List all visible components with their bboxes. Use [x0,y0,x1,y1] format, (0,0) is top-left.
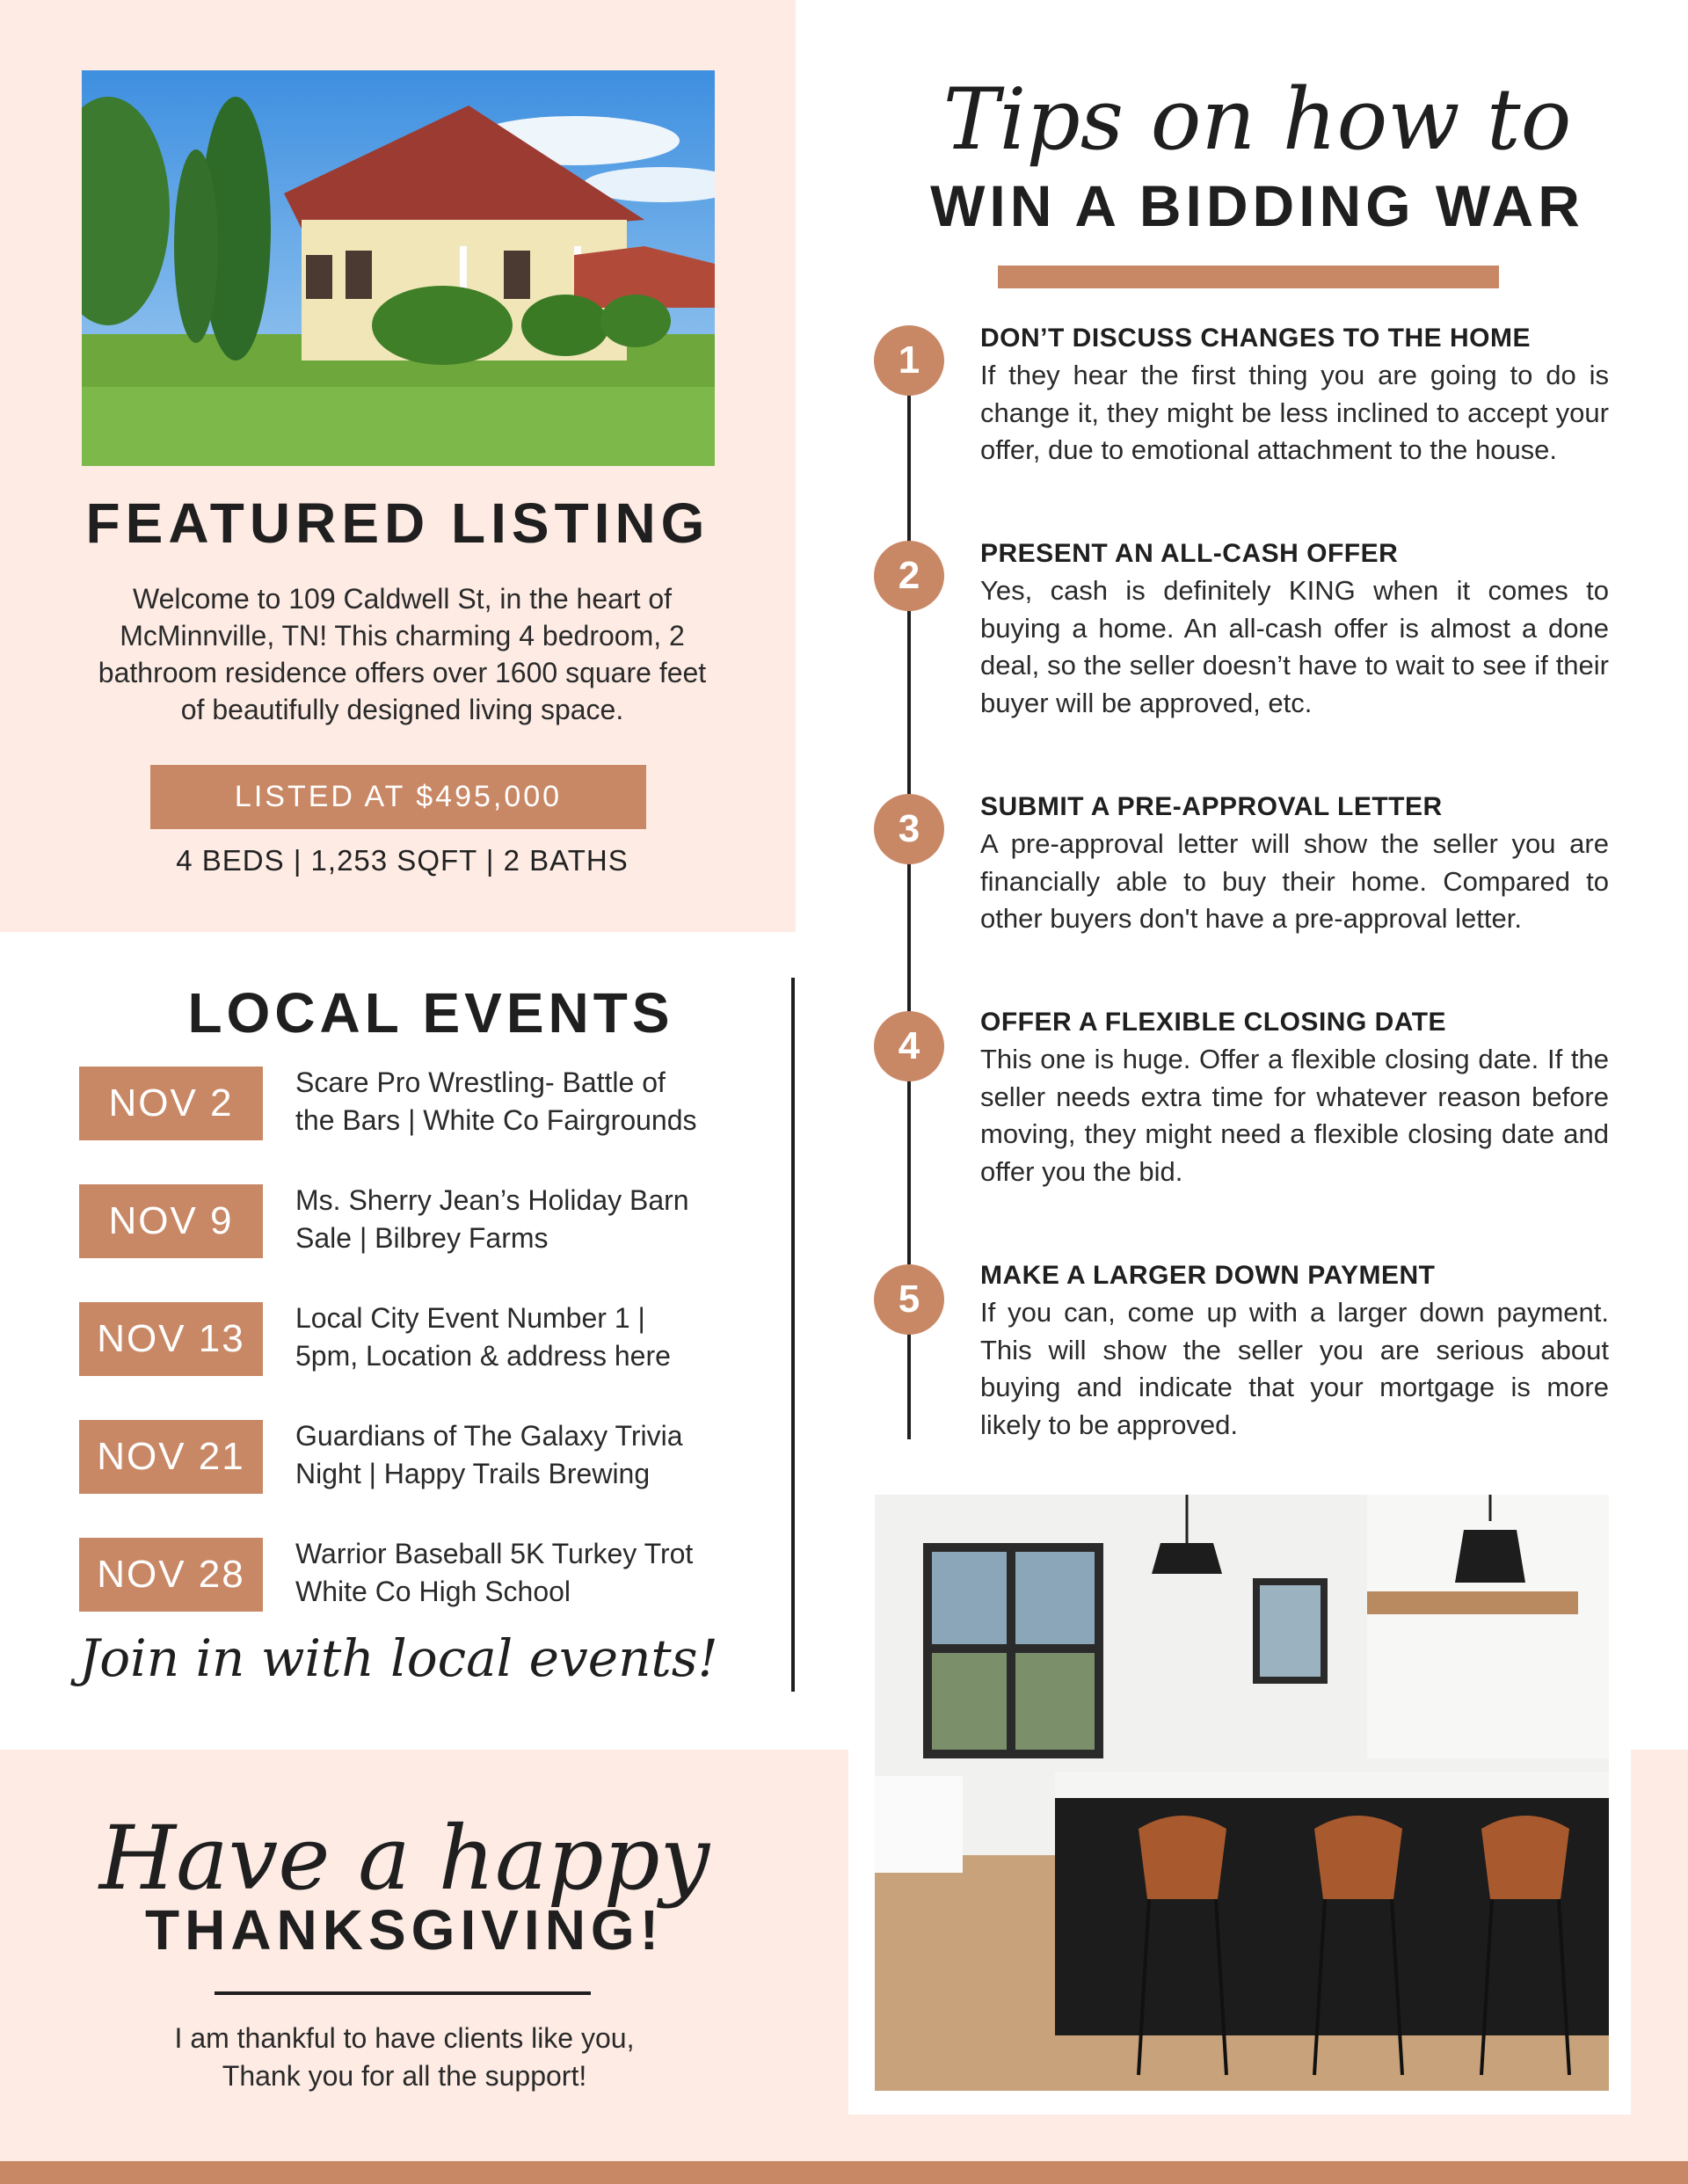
tip-item [980,1004,1609,1190]
tip-number-badge: 5 [874,1264,944,1335]
event-line: Scare Pro Wrestling- Battle of [295,1067,666,1098]
thanksgiving-divider [215,1991,591,1995]
price-label: LISTED AT $495,000 [234,780,563,813]
tip-heading: MAKE A LARGER DOWN PAYMENT [980,1261,1436,1290]
tips-script-heading: Tips on how to [942,70,1572,169]
tip-heading: DON’T DISCUSS CHANGES TO THE HOME [980,324,1531,353]
tips-title-underline [998,266,1499,288]
thanksgiving-script: Have a happy [98,1807,710,1910]
tip-body: A pre-approval letter will show the seller you are financially able to buy their home. Compared to other buyers don't have a pre-approval letter. [980,828,1609,934]
event-line: Warrior Baseball 5K Turkey Trot [295,1538,694,1569]
tip-heading: PRESENT AN ALL-CASH OFFER [980,539,1399,568]
event-date-badge: NOV 21 [79,1420,263,1494]
tips-title: WIN A BIDDING WAR [930,173,1584,238]
featured-listing-title: FEATURED LISTING [85,491,710,555]
event-description [295,1299,770,1375]
event-line: Local City Event Number 1 | [295,1302,645,1334]
events-footer-script: Join in with local events! [79,1628,718,1688]
thanksgiving-title: THANKSGIVING! [145,1898,664,1962]
local-events-title: LOCAL EVENTS [187,981,674,1045]
tip-number-badge: 1 [874,325,944,396]
tip-heading: SUBMIT A PRE-APPROVAL LETTER [980,792,1443,821]
event-line: Ms. Sherry Jean’s Holiday Barn [295,1184,689,1216]
listing-stats: 4 BEDS | 1,253 SQFT | 2 BATHS [176,844,629,877]
thanksgiving-message-line: Thank you for all the support! [222,2060,587,2092]
bottom-accent-bar [0,2161,1688,2184]
event-date-badge: NOV 28 [79,1538,263,1612]
tip-number-badge: 2 [874,541,944,611]
event-line: the Bars | White Co Fairgrounds [295,1104,697,1136]
thanksgiving-message [70,2020,738,2095]
event-line: White Co High School [295,1576,571,1607]
event-description [295,1064,770,1139]
event-line: Sale | Bilbrey Farms [295,1222,549,1254]
event-date-badge: NOV 2 [79,1067,263,1140]
event-line: Night | Happy Trails Brewing [295,1458,651,1489]
tip-body: If they hear the first thing you are going to do is change it, they might be less inclined to accept your offer, due to emotional attachment to the house. [980,360,1609,465]
tip-item [980,789,1609,938]
tip-number-badge: 3 [874,794,944,864]
tip-item [980,1257,1609,1444]
event-line: 5pm, Location & address here [295,1340,671,1372]
featured-listing-description: Welcome to 109 Caldwell St, in the heart of McMinnville, TN! This charming 4 bedroom, 2 bathroom residence offers over 1600 square feet of beautifully designed living space. [98,583,707,725]
event-date-badge: NOV 9 [79,1184,263,1258]
event-description [295,1535,770,1611]
event-description [295,1417,770,1493]
tip-item [980,320,1609,470]
tip-heading: OFFER A FLEXIBLE CLOSING DATE [980,1008,1447,1037]
event-date-badge: NOV 13 [79,1302,263,1376]
price-badge [150,765,646,829]
event-line: Guardians of The Galaxy Trivia [295,1420,683,1452]
tip-number-badge: 4 [874,1011,944,1081]
house-photo [82,70,715,466]
tip-body: Yes, cash is definitely KING when it comes to buying a home. An all-cash offer is almost a done deal, so the seller doesn’t have to wait to see if their buyer will be approved, etc. [980,575,1609,718]
thanksgiving-message-line: I am thankful to have clients like you, [174,2022,635,2054]
events-divider [791,978,795,1692]
kitchen-photo [875,1495,1609,2091]
tip-body: If you can, come up with a larger down payment. This will show the seller you are serious about buying and indicate that your mortgage is more likely to be approved. [980,1297,1609,1440]
tip-item [980,535,1609,722]
tip-body: This one is huge. Offer a flexible closing date. If the seller needs extra time for whatever reason before moving, they might need a flexible closing date and offer you the bid. [980,1044,1609,1187]
event-description [295,1182,770,1257]
